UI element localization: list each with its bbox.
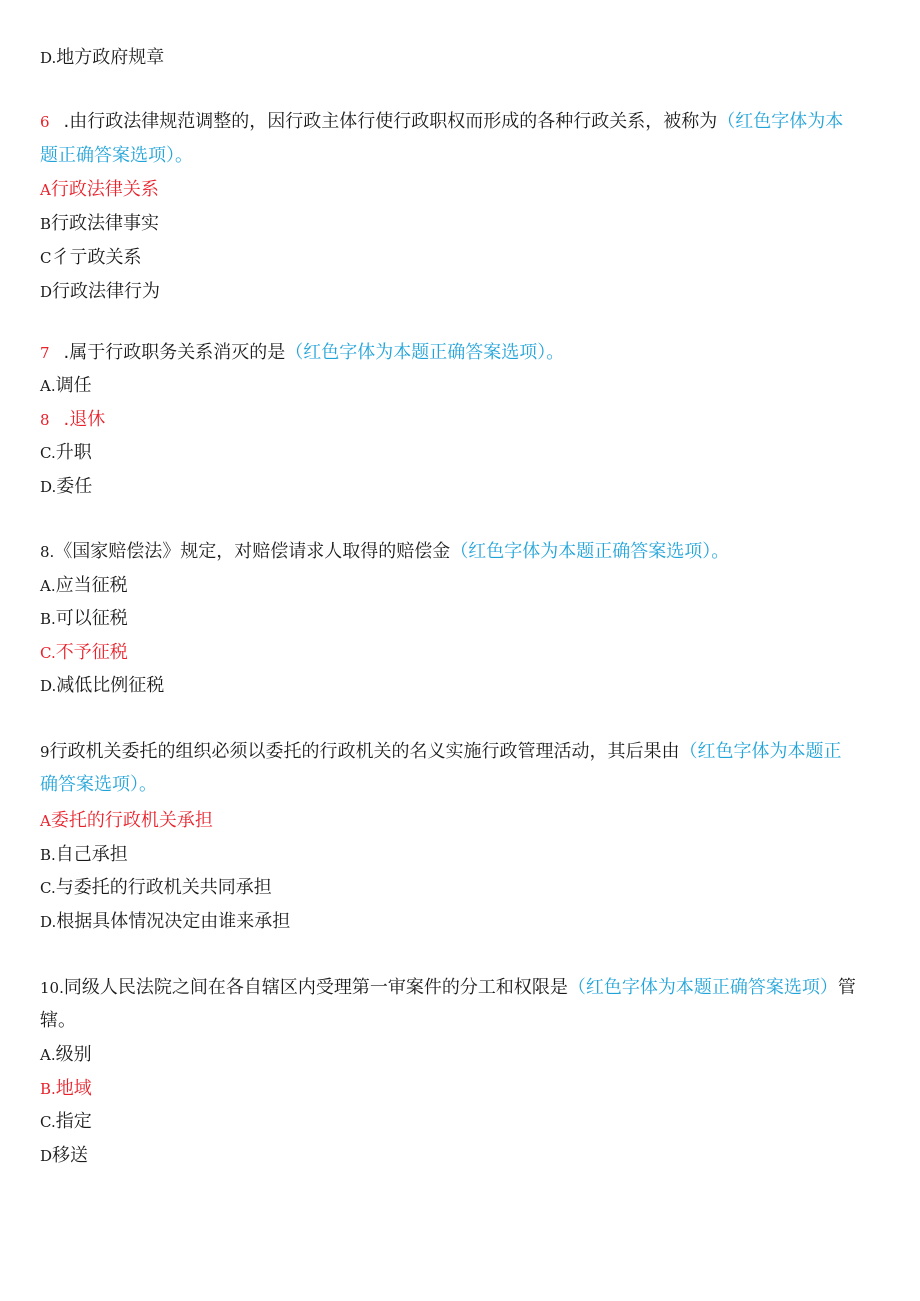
question-text: 同级人民法院之间在各自辖区内受理第一审案件的分工和权限是 — [63, 977, 568, 998]
question-8-option-b — [40, 607, 128, 631]
question-10-option-d — [40, 1144, 88, 1168]
option-letter: A. — [40, 1046, 56, 1064]
option-text: 根据具体情况决定由谁来承担 — [56, 911, 291, 932]
prev-option-d — [40, 46, 164, 70]
question-10-line-2 — [40, 1009, 76, 1033]
question-7-option-c — [40, 441, 92, 465]
question-text: 辖。 — [40, 1010, 76, 1031]
option-letter: D — [40, 1147, 53, 1165]
question-10-option-c — [40, 1110, 92, 1134]
question-text: 《国家赔偿法》规定，对赔偿请求人取得的赔偿金 — [54, 541, 451, 562]
option-letter: A. — [40, 577, 56, 595]
question-text: 行政机关委托的组织必须以委托的行政机关的名义实施行政管理活动，其后果由 — [49, 741, 680, 762]
option-letter: 8 — [40, 411, 50, 429]
option-letter: B — [40, 215, 52, 233]
question-9-option-d — [40, 910, 290, 934]
question-text: .由行政法律规范调整的，因行政主体行使行政职权而形成的各种行政关系，被称为 — [63, 111, 718, 132]
option-text: 行政法律事实 — [51, 213, 160, 234]
question-6-option-b — [40, 212, 159, 236]
option-letter: B. — [40, 846, 56, 864]
answer-hint: （红色字体为本题正确答案选项）。 — [285, 342, 565, 363]
answer-hint: （红色字体为本题正确答案选项）。 — [450, 541, 730, 562]
question-9-line-2 — [40, 773, 157, 797]
answer-hint: （红色字体为本题正 — [679, 741, 842, 762]
option-letter: C. — [40, 879, 56, 897]
option-text: 自己承担 — [55, 844, 128, 865]
question-7-option-d — [40, 475, 92, 499]
option-letter: B. — [40, 1080, 56, 1098]
option-text: 委托的行政机关承担 — [50, 810, 213, 831]
answer-hint: （红色字体为本题正确答案选项） — [567, 977, 838, 998]
option-text: 减低比例征税 — [56, 675, 165, 696]
question-6-line-2 — [40, 144, 193, 168]
question-9-option-a — [40, 809, 213, 833]
question-9-option-b — [40, 843, 128, 867]
question-8-option-c — [40, 641, 128, 665]
question-7-option-a — [40, 374, 92, 398]
question-6-option-a — [40, 178, 159, 202]
option-letter: B. — [40, 610, 56, 628]
option-letter: D. — [40, 913, 57, 931]
option-letter: D. — [40, 478, 57, 496]
option-text: 地域 — [55, 1078, 92, 1099]
question-text: .属于行政职务关系消灭的是 — [63, 342, 286, 363]
question-8-option-a — [40, 574, 128, 598]
option-text: 移送 — [52, 1145, 89, 1166]
question-text-tail: 管 — [837, 977, 856, 998]
option-text: 应当征税 — [55, 575, 128, 596]
option-letter: C — [40, 249, 52, 267]
option-letter: A. — [40, 377, 56, 395]
option-letter: A — [40, 181, 51, 199]
option-text: 调任 — [55, 375, 92, 396]
question-number: 10. — [40, 979, 64, 997]
option-letter: D — [40, 283, 53, 301]
question-number: 7 — [40, 344, 50, 362]
question-9-line-1 — [40, 740, 842, 764]
option-text: 与委托的行政机关共同承担 — [55, 877, 272, 898]
option-text: 升职 — [55, 442, 92, 463]
option-text: 不予征税 — [55, 642, 128, 663]
option-letter: C. — [40, 444, 56, 462]
question-10-option-a — [40, 1043, 92, 1067]
option-text: 可以征税 — [55, 608, 128, 629]
option-letter: D. — [40, 677, 57, 695]
question-6-line-1 — [40, 110, 843, 134]
question-8-line-1 — [40, 540, 729, 564]
option-text: 行政法律关系 — [50, 179, 159, 200]
option-letter: C. — [40, 644, 56, 662]
question-7-line-1 — [40, 341, 564, 365]
option-text: 行政法律行为 — [52, 281, 161, 302]
question-9-option-c — [40, 876, 272, 900]
answer-hint: 确答案选项）。 — [40, 774, 157, 795]
option-text: 地方政府规章 — [56, 47, 165, 68]
question-10-option-b — [40, 1077, 92, 1101]
option-text: 指定 — [55, 1111, 92, 1132]
option-letter: A — [40, 812, 51, 830]
question-10-line-1 — [40, 976, 856, 1000]
option-text: 彳亍政关系 — [51, 247, 142, 268]
option-letter: D. — [40, 49, 57, 67]
answer-hint: （红色字体为本 — [717, 111, 844, 132]
question-number: 6 — [40, 113, 50, 131]
question-7-option-b — [40, 408, 105, 432]
question-number: 8. — [40, 543, 55, 561]
question-6-option-c — [40, 246, 141, 270]
question-8-option-d — [40, 674, 164, 698]
option-text: 级别 — [55, 1044, 92, 1065]
option-text: .退休 — [63, 409, 106, 430]
answer-hint: 题正确答案选项）。 — [40, 145, 193, 166]
question-6-option-d — [40, 280, 160, 304]
option-text: 委任 — [56, 476, 93, 497]
question-number: 9 — [40, 743, 50, 761]
option-letter: C. — [40, 1113, 56, 1131]
